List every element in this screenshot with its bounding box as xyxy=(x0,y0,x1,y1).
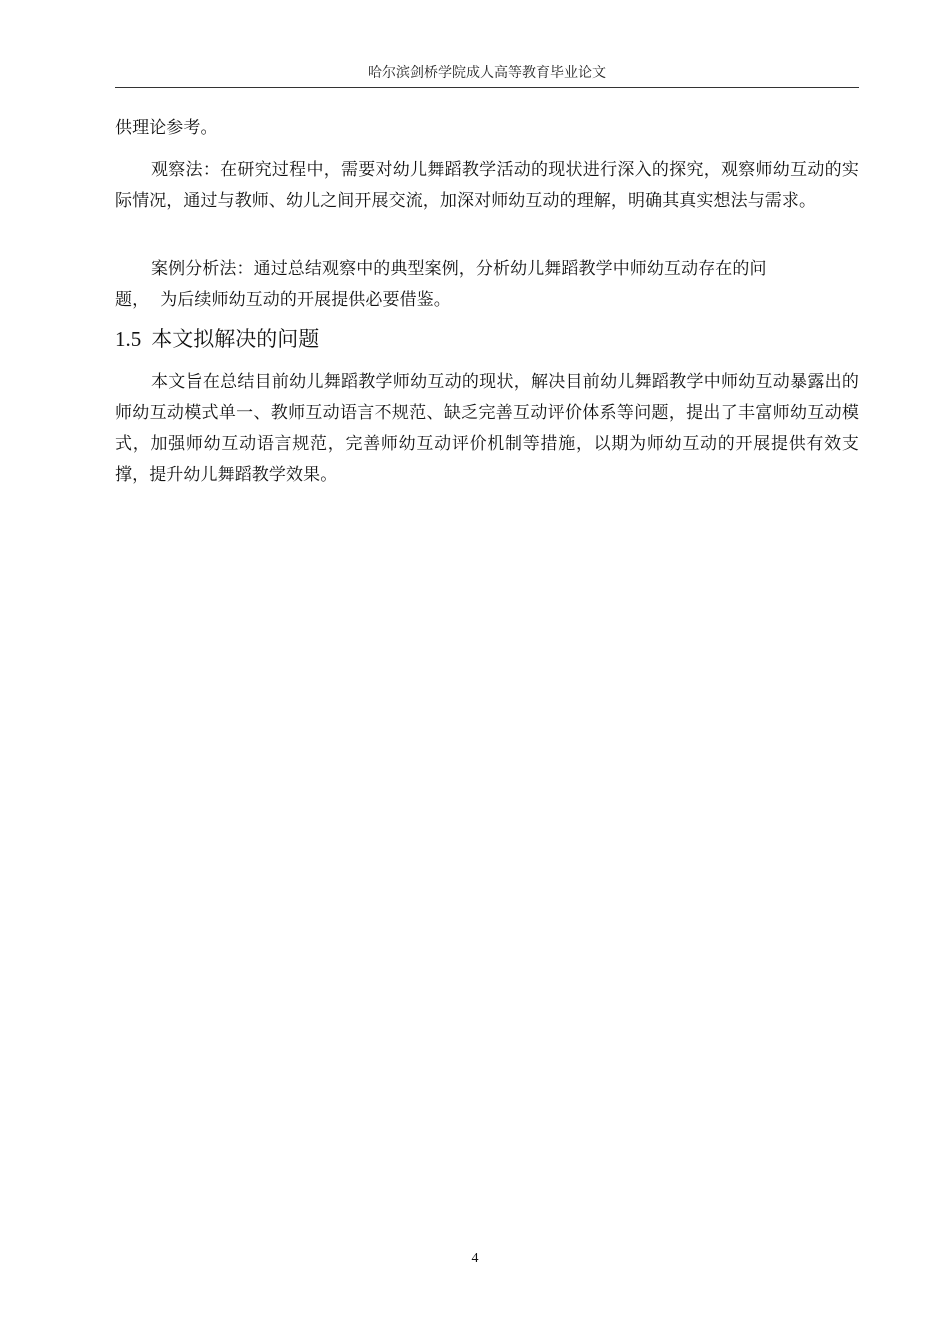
continuation-line: 供理论参考。 xyxy=(115,118,218,138)
case-analysis-paragraph xyxy=(115,254,859,316)
section-heading xyxy=(115,324,859,354)
section-title: 本文拟解决的问题 xyxy=(151,327,320,351)
case-analysis-line-1: 案例分析法：通过总结观察中的典型案例，分析幼儿舞蹈教学中师幼互动存在的问 xyxy=(151,259,767,279)
section-number: 1.5 xyxy=(115,327,142,351)
observation-method-paragraph: 观察法：在研究过程中，需要对幼儿舞蹈教学活动的现状进行深入的探究，观察师幼互动的实际情况，通过与教师、幼儿之间开展交流，加深对师幼互动的理解，明确其真实想法与需求。 xyxy=(115,160,859,211)
header-divider xyxy=(115,87,859,88)
page-number: 4 xyxy=(471,1251,479,1266)
running-header: 哈尔滨剑桥学院成人高等教育毕业论文 xyxy=(368,65,606,81)
case-analysis-line-2: 题， 为后续师幼互动的开展提供必要借鉴。 xyxy=(115,290,451,310)
section-paragraph: 本文旨在总结目前幼儿舞蹈教学师幼互动的现状，解决目前幼儿舞蹈教学中师幼互动暴露出的师幼互动模式单一、教师互动语言不规范、缺乏完善互动评价体系等问题，提出了丰富师幼互动模式，加强师幼互动语言规范，完善师幼互动评价机制等措施，以期为师幼互动的开展提供有效支撑，提升幼儿舞蹈教学效果。 xyxy=(115,372,859,485)
